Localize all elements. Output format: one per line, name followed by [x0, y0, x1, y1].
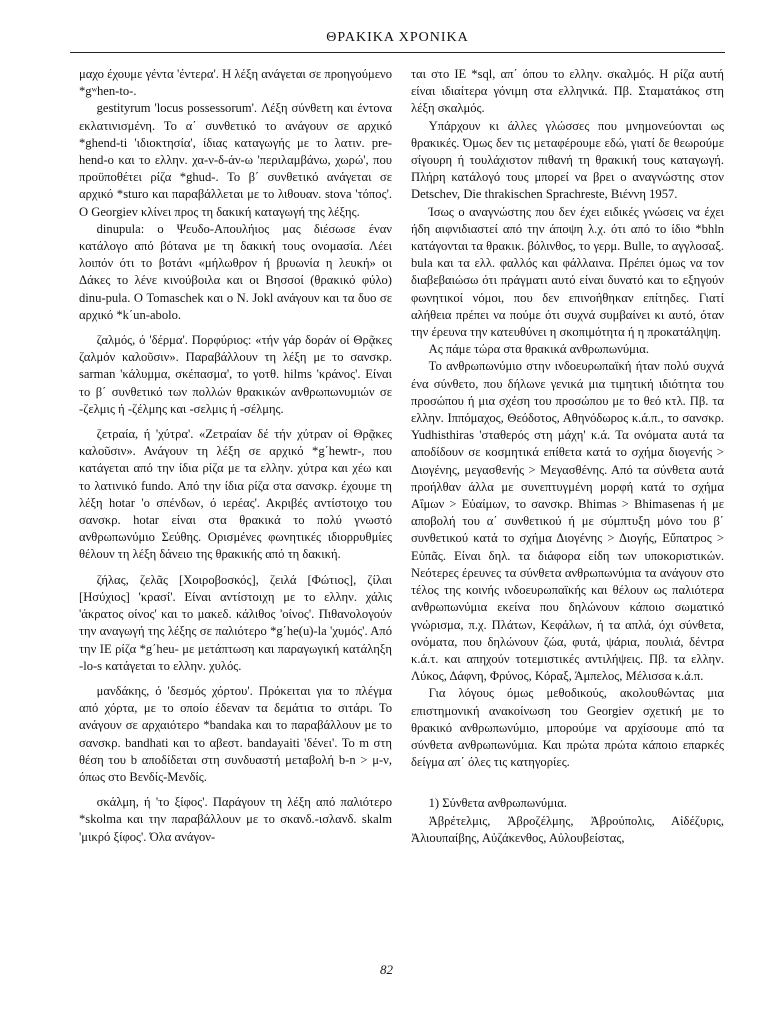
- paragraph: Υπάρχουν κι άλλες γλώσσες που μνημονεύονται ως θρακικές. Όμως δεν τις μεταφέρουμε εδώ, γιατί δε θεωρούμε σίγουρη ή τουλάχιστον πιθανή τη θρακική τους καταγωγή. Πλήρη κατάλογό τους μπορεί να βρει ο αναγνώστης στον Detschev, Die thrakischen Sprachreste, Βιέννη 1957.: [411, 118, 724, 202]
- paragraph: σκάλμη, ή 'το ξίφος'. Παράγουν τη λέξη από παλιότερο *skolma και την παραβάλλουν με το σκανδ.-ισλανδ. skalm 'μικρό ξίφος'. Όλα ανάγον-: [79, 795, 392, 844]
- header-rule: [70, 52, 725, 53]
- paragraph: Ἀβρέτελμις, Ἀβροζέλμης, Ἀβρούπολις, Αἰδέζυρις, Ἀλιουπαίβης, Αὐζάκενθος, Αὐλουβείστας,: [411, 813, 724, 845]
- right-column: [411, 66, 724, 847]
- paragraph: ται στο IE *sql, απ΄ όπου το ελλην. σκαλμός. Η ρίζα αυτή είναι ιδιαίτερα γόνιμη στα ελληνικά. Πβ. Σταματάκος στη λέξη σκαλμός.: [411, 67, 724, 116]
- paragraph: Για λόγους όμως μεθοδικούς, ακολουθώντας μια επιστημονική ανακοίνωση του Georgiev σχετική με το θρακικό ανθρωπωνύμιο, μπορούμε να αρχίσουμε από τα σύνθετα ανθρωπωνύμια. Και πρώτα πρώτα κάποιο επαρκές δείγμα απ΄ όλες τις κατηγορίες.: [411, 686, 724, 770]
- left-column: [79, 66, 392, 846]
- paragraph: Το ανθρωπωνύμιο στην ινδοευρωπαϊκή ήταν πολύ συχνά ένα σύνθετο, που δήλωνε γενικά μια τιμητική ιδιότητα του προσώπου ή μια σχέση του προσώπου με το θεό κτλ. Πβ. τα ελλην. Ιππόμαχος, Θεόδοτος, Αθηνόδωρος κ.ά.π., το σανσκρ. Yudhisthiras 'σταθερός στη μάχη' κ.ά. Τα ονόματα αυτά τα αποδίδουν σε κοσμητικά επίθετα κατά το σχήμα διογενής > Διογένης, μεγασθενής > Μεγασθένης. Από τα σύνθετα αυτά προήλθαν άλλα με συνεπτυγμένη μορφή κατά το σχήμα Αΐμων > Εὐαίμων, το σανσκρ. Bhimas > Bhimasenas ή με αποβολή του α΄ συνθετικού ή με σύμπτυξη μόνο του β΄ συνθετικού κατά το σχήμα Διογένης > Διογής, Εὔπατρος > Εὐπᾶς. Είναι δηλ. τα διάφορα είδη των υποκοριστικών. Νεότερες έρευνες τα σύνθετα ανθρωπωνύμια τα ανάγουν στο τέλος της κοινής ινδοευρωπαϊκής και θέλουν ως παλιότερα ανθρωπωνύμια εκείνα που δηλώνουν κάποιο σωματικό γνώρισμα, π.χ. Πλάτων, Κεφάλων, ή τα απλά, όχι σύνθετα, ονόματα, που δηλώνουν ζώα, φυτά, ψάρια, πουλιά, δέντρα κ.ά.τ. και απηχούν τοτεμιστικές αντιλήψεις. Πβ. τα ελλην. Λύκος, Δάφνη, Φρύνος, Κόραξ, Άμπελος, Μέλισσα κ.ά.π.: [411, 359, 724, 684]
- section-heading: 1) Σύνθετα ανθρωπωνύμια.: [428, 796, 568, 811]
- paragraph: μανδάκης, ό 'δεσμός χόρτου'. Πρόκειται για το πλέγμα από χόρτα, με το οποίο έδεναν τα δεμάτια το σιτάρι. Το ανάγουν σε αρχαιότερο *bandaka και το παραβάλλουν με το σανσκρ. bandhati και το αβεστ. bandayaiti 'δένει'. Το m στη θέση του b αποδίδεται στη συνδυαστή μεταβολή b-n > μ-ν, όπως στο Βενδίς-Μενδίς.: [79, 683, 392, 784]
- paragraph: Ας πάμε τώρα στα θρακικά ανθρωπωνύμια.: [428, 342, 649, 357]
- paragraph: ζετραία, ή 'χύτρα'. «Ζετραίαν δέ τήν χύτραν οί Θρᾷκες καλοῦσιν». Ανάγουν τη λέξη σε αρχικό *g΄hewtr-, που κατάγεται από την ίδια ρίζα με τα ελλην. χύτρα και χέω και το λατινικό fundo. Από την ίδια ρίζα στα σανσκρ. έχουμε τη λέξη hotar 'ο σπένδων, ό ιερέας'. Ακριβές αντίστοιχο του σανσκρ. hotar είναι στα θρακικά το πολύ γνωστό ανθρωπωνύμιο Σεύθης. Ορισμένες φωνητικές ιδιορρυθμίες θέλουν τη λέξη δάνειο της θρακικής από τη δακική.: [79, 427, 392, 562]
- paragraph: dinupula: ο Ψευδο-Απουλήιος μας διέσωσε έναν κατάλογο από βότανα με τη δακική τους ονομασία. Λέει λοιπόν ότι το βοτάνι «μήλωθρον ή βρυωνία η λευκή» οι Δάκες το λένε κινούβοιλα και οι Βησσοί (θρακικό φύλο) dinu-pula. Ο Tomaschek και ο N. Jokl ανάγουν και τα δυο σε αρχικό *k΄un-abolo.: [79, 221, 392, 322]
- paragraph: Ίσως ο αναγνώστης που δεν έχει ειδικές γνώσεις να έχει ήδη αιφνιδιαστεί από την άποψη λ.χ. ότι από το ίδιο *bhln κατάγονται τα θρακικ. βόλινθος, το γερμ. Bulle, το αγγλοσαξ. bula και τα ελλ. φαλλός και φάλλαινα. Πρέπει όμως να τον διαβεβαιώσω ότι πράγματι αυτό είναι δυνατό και το εξηγούν φωνητικοί νόμοι, που δεν επινοήθηκαν επίτηδες. Γιατί αλήθεια πρέπει να πούμε ότι συχνά συμβαίνει κι αυτό, όταν την έρευνα την κατευθύνει η σκοπιμότητα ή η προκατάληψη.: [411, 204, 724, 340]
- page-number: 82: [380, 962, 393, 977]
- paragraph: ζήλας, ζελᾶς [Χοιροβοσκός], ζειλά [Φώτιος], ζίλαι [Ησύχιος] 'κρασί'. Είναι αντίστοιχη με το ελλην. χάλις 'άκρατος οίνος' και το μακεδ. κάλιθος 'οίνος'. Πιθανολογούν την αναγωγή της λέξης σε παλιότερο *g΄he(u)-la 'χυμός'. Από την IE ρίζα *g΄heu- με μετάπτωση και παραγωγική κατάληξη -lo-s κατάγεται το ελλην. χυλός.: [79, 572, 392, 673]
- running-header: ΘΡΑΚΙΚΑ ΧΡΟΝΙΚΑ: [326, 30, 469, 45]
- paragraph: μαχο έχουμε γέντα 'έντερα'. Η λέξη ανάγεται σε προηγούμενο *gʷhen-to-.: [79, 67, 392, 99]
- paragraph: ζαλμός, ό 'δέρμα'. Πορφύριος: «τήν γάρ δοράν οί Θρᾷκες ζαλμόν καλοῦσιν». Παραβάλλουν τη λέξη με το σανσκρ. sarman 'κάλυμμα, σκέπασμα', το γοτθ. hilms 'κράνος'. Είναι το β΄ συνθετικό των πολλών θρακικών ανθρωπωνυμιών σε -ζελμις ή -ζέλμης και -σελμις ή -σέλμης.: [79, 333, 392, 416]
- paragraph: gestityrum 'locus possessorum'. Λέξη σύνθετη και έντονα εκλατινισμένη. Το α΄ συνθετικό το ανάγουν σε αρχικό *ghend-ti 'ιδιοκτησία', ίδιας καταγωγής με το λατιν. pre-hend-o και το ελλην. χα-ν-δ-άν-ω 'περιλαμβάνω, χωρώ', που προϋποθέτει ρίζα *ghud-. Το β΄ συνθετικό ανάγεται σε αρχικό *sturo και παραβάλλεται με το λιθουαν. stova 'τόπος'. Ο Georgiev κλίνει προς τη δακική καταγωγή της λέξης.: [79, 101, 392, 219]
